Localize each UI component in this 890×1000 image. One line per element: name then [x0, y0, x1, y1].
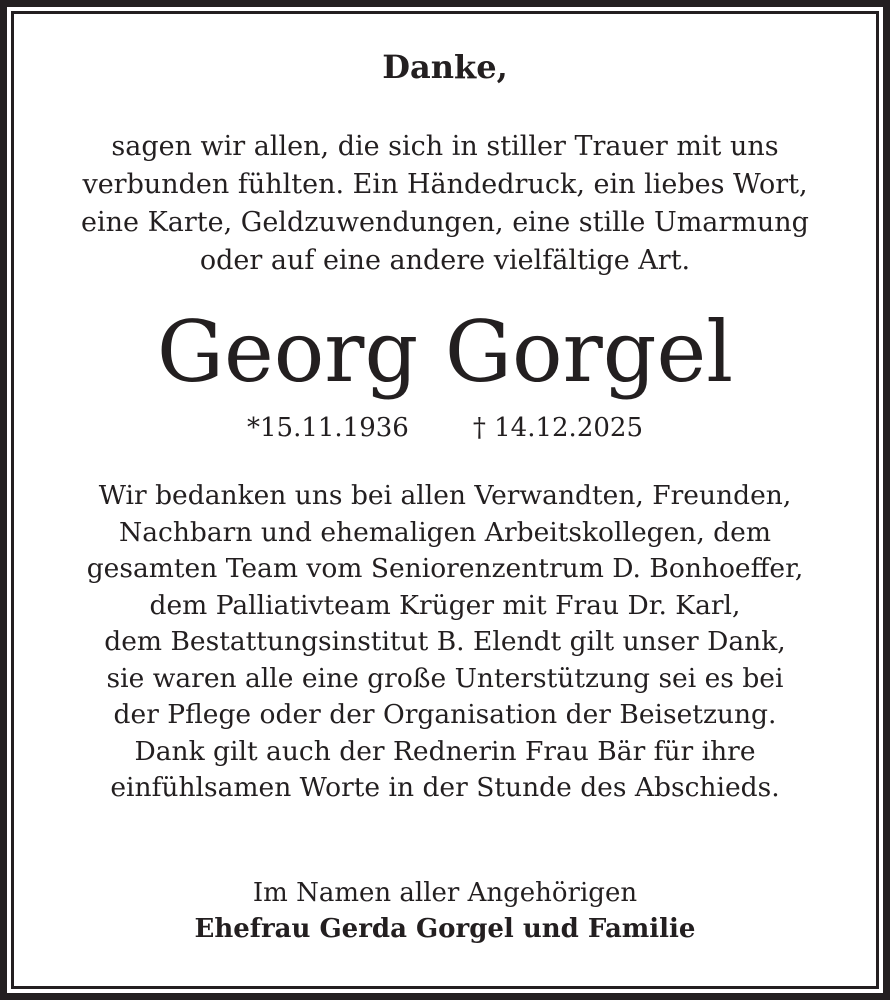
intro-line: eine Karte, Geldzuwendungen, eine stille Umarmung: [81, 207, 809, 238]
body-line: einfühlsamen Worte in der Stunde des Abschieds.: [110, 772, 780, 803]
deceased-name: Georg Gorgel: [156, 303, 734, 401]
intro-text: [0, 128, 890, 280]
body-line: Nachbarn und ehemaligen Arbeitskollegen, dem: [119, 516, 771, 548]
body-line: sie waren alle eine große Unterstützung sei es bei: [106, 662, 784, 694]
birth-date: *15.11.1936: [246, 413, 409, 443]
body-line: dem Bestattungsinstitut B. Elendt gilt unser Dank,: [104, 626, 786, 657]
body-line: gesamten Team vom Seniorenzentrum D. Bonhoeffer,: [86, 553, 804, 584]
body-line: Wir bedanken uns bei allen Verwandten, Freunden,: [98, 480, 792, 511]
dates: [0, 413, 890, 443]
body-line: dem Palliativteam Krüger mit Frau Dr. Karl,: [149, 589, 741, 621]
body-line: der Pflege oder der Organisation der Beisetzung.: [113, 699, 777, 730]
intro-line: oder auf eine andere vielfältige Art.: [199, 245, 691, 276]
intro-line: sagen wir allen, die sich in stiller Trauer mit uns: [111, 131, 779, 162]
intro-line: verbunden fühlten. Ein Händedruck, ein liebes Wort,: [82, 169, 808, 200]
signature-family: Ehefrau Gerda Gorgel und Familie: [194, 914, 696, 944]
signature: [0, 875, 890, 947]
signature-line: Im Namen aller Angehörigen: [252, 878, 638, 908]
heading: Danke,: [382, 48, 508, 86]
body-line: Dank gilt auch der Rednerin Frau Bär für ihre: [134, 735, 756, 767]
thanks-text: [0, 478, 890, 807]
death-date: † 14.12.2025: [472, 413, 643, 443]
